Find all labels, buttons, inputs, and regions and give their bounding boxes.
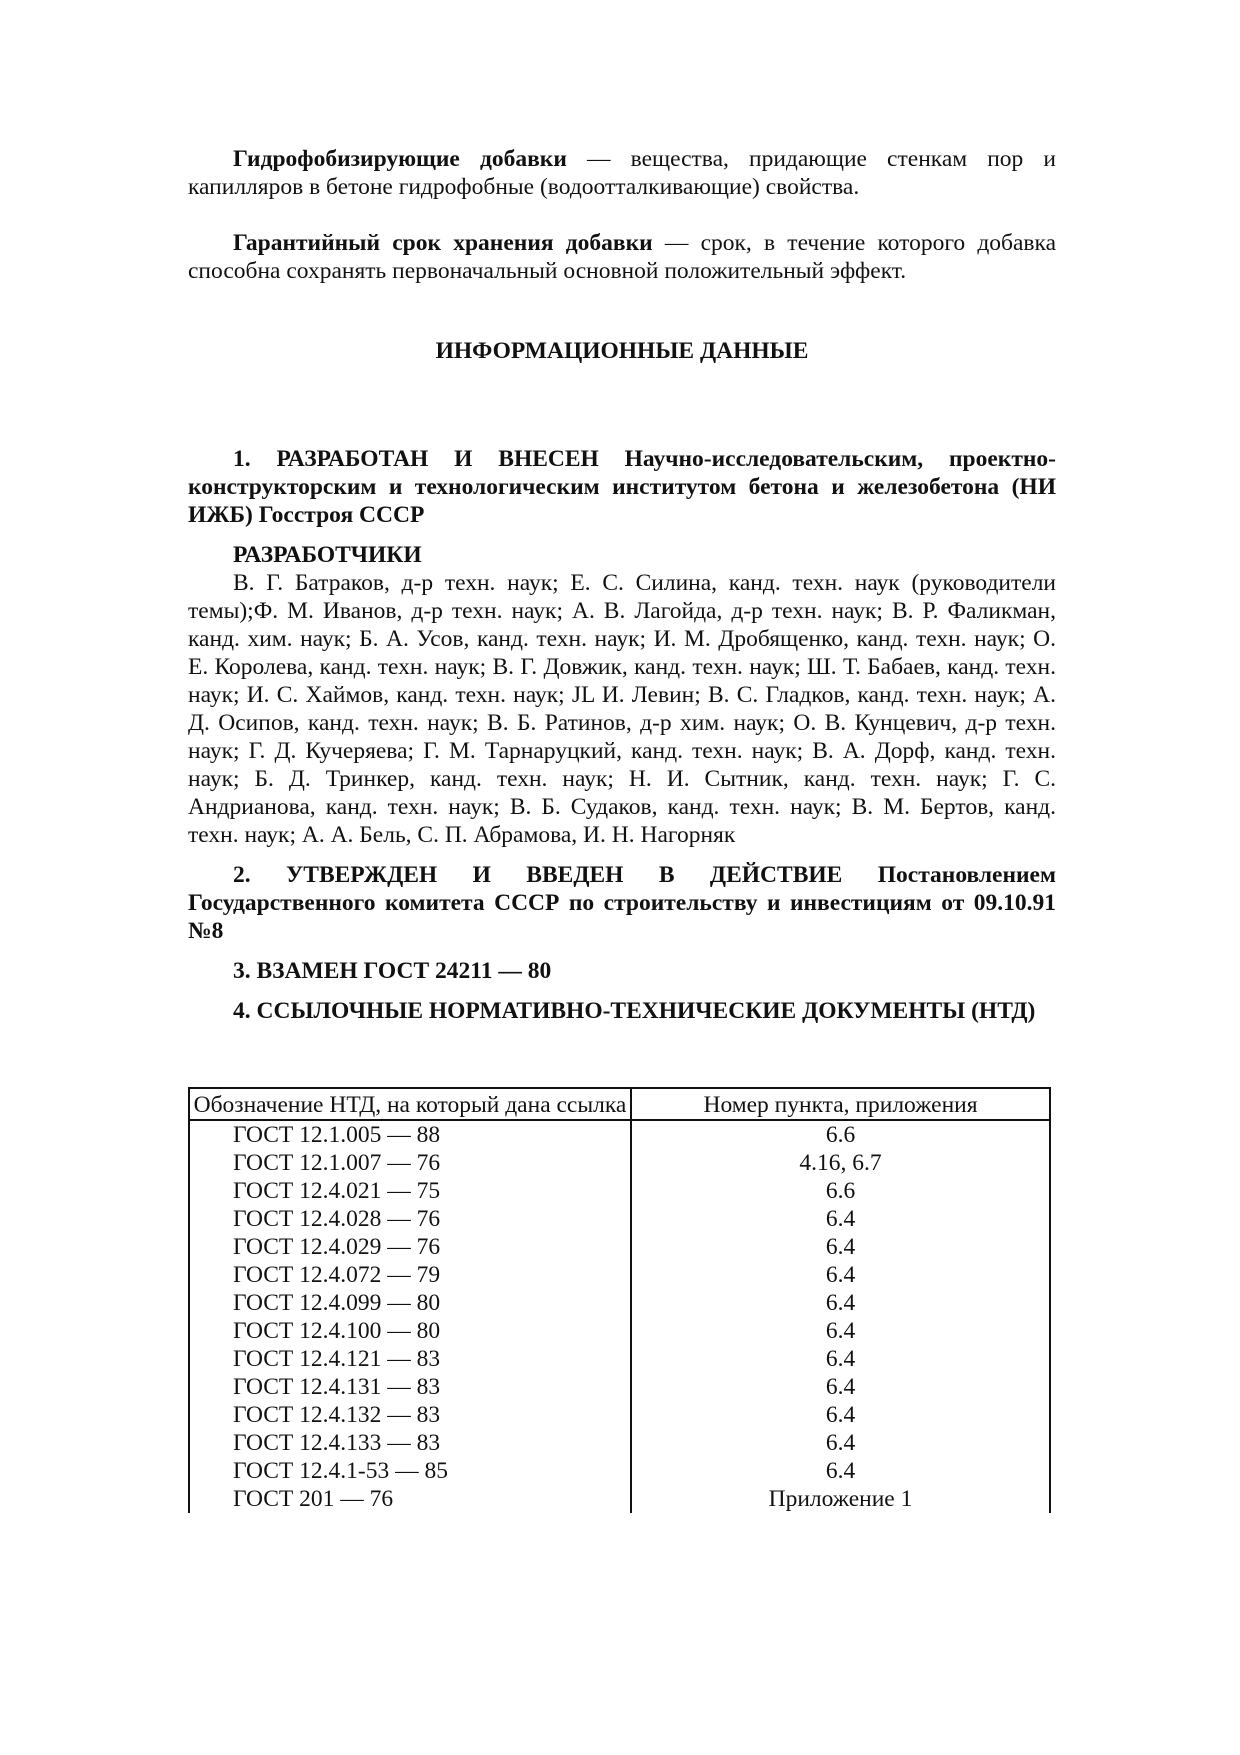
ntd-designation-cell: ГОСТ 12.4.133 — 83	[189, 1429, 631, 1457]
table-row	[189, 1289, 1050, 1317]
clause-number-cell: 6.4	[631, 1233, 1050, 1261]
document-page	[188, 145, 1056, 1513]
table-row	[189, 1317, 1050, 1345]
reference-table	[188, 1087, 1051, 1513]
clause-number-cell: 6.4	[631, 1345, 1050, 1373]
ntd-designation-cell: ГОСТ 12.4.099 — 80	[189, 1289, 631, 1317]
definition-text: — вещества, придающие стенкам пор и капилляров в бетоне гидрофобные (водоотталкивающие) свойства.	[188, 146, 1056, 200]
table-row	[189, 1401, 1050, 1429]
item-1-developed: 1. РАЗРАБОТАН И ВНЕСЕН Научно-исследовательским, проектно-конструкторским и технологическим институтом бетона и железобетона (НИ ИЖБ) Госстроя СССР	[188, 446, 1056, 528]
clause-number-cell: 6.4	[631, 1429, 1050, 1457]
clause-number-cell: 6.4	[631, 1205, 1050, 1233]
ntd-designation-cell: ГОСТ 12.1.007 — 76	[189, 1149, 631, 1177]
clause-number-cell: 6.4	[631, 1261, 1050, 1289]
ntd-designation-cell: ГОСТ 12.4.132 — 83	[189, 1401, 631, 1429]
definition-paragraph	[188, 229, 1056, 285]
ntd-designation-cell: ГОСТ 12.4.021 — 75	[189, 1177, 631, 1205]
table-row	[189, 1373, 1050, 1401]
table-row	[189, 1149, 1050, 1177]
ntd-designation-cell: ГОСТ 12.4.121 — 83	[189, 1345, 631, 1373]
clause-number-cell: 6.4	[631, 1317, 1050, 1345]
ntd-designation-cell: ГОСТ 12.4.100 — 80	[189, 1317, 631, 1345]
column-header-designation: Обозначение НТД, на который дана ссылка	[189, 1088, 631, 1120]
ntd-designation-cell: ГОСТ 12.4.072 — 79	[189, 1261, 631, 1289]
item-3-replaces: 3. ВЗАМЕН ГОСТ 24211 — 80	[233, 958, 552, 984]
clause-number-cell: 6.6	[631, 1120, 1050, 1149]
table-body	[189, 1120, 1050, 1513]
ntd-designation-cell: ГОСТ 12.4.028 — 76	[189, 1205, 631, 1233]
section-heading: ИНФОРМАЦИОННЫЕ ДАННЫЕ	[435, 338, 809, 364]
table-row	[189, 1177, 1050, 1205]
definition-term: Гарантийный срок хранения добавки	[233, 230, 653, 256]
table-row	[189, 1120, 1050, 1149]
item-4-references: 4. ССЫЛОЧНЫЕ НОРМАТИВНО-ТЕХНИЧЕСКИЕ ДОКУМЕНТЫ (НТД)	[233, 998, 1036, 1024]
clause-number-cell: Приложение 1	[631, 1485, 1050, 1513]
table-row	[189, 1205, 1050, 1233]
clause-number-cell: 6.4	[631, 1457, 1050, 1485]
definition-term: Гидрофобизирующие добавки	[233, 146, 567, 172]
column-header-clause: Номер пункта, приложения	[631, 1088, 1050, 1120]
ntd-designation-cell: ГОСТ 12.1.005 — 88	[189, 1120, 631, 1149]
ntd-designation-cell: ГОСТ 12.4.029 — 76	[189, 1233, 631, 1261]
table-row	[189, 1457, 1050, 1485]
table-row	[189, 1485, 1050, 1513]
table-row	[189, 1345, 1050, 1373]
clause-number-cell: 6.4	[631, 1401, 1050, 1429]
developers-title: РАЗРАБОТЧИКИ	[233, 542, 422, 568]
clause-number-cell: 6.6	[631, 1177, 1050, 1205]
item-2-approved: 2. УТВЕРЖДЕН И ВВЕДЕН В ДЕЙСТВИЕ Постановлением Государственного комитета СССР по строительству и инвестициям от 09.10.91 №8	[188, 862, 1056, 944]
table-row	[189, 1429, 1050, 1457]
table-row	[189, 1261, 1050, 1289]
developers-list: В. Г. Батраков, д-р техн. наук; Е. С. Силина, канд. техн. наук (руководители темы);Ф. М. Иванов, д-р техн. наук; А. В. Лагойда, д-р техн. наук; В. Р. Фаликман, канд. хим. наук; Б. А. Усов, канд. техн. наук; И. М. Дробященко, канд. техн. наук; О. Е. Королева, канд. техн. наук; В. Г. Довжик, канд. техн. наук; Ш. Т. Бабаев, канд. техн. наук; И. С. Хаймов, канд. техн. наук; JL И. Левин; В. С. Гладков, канд. техн. наук; А. Д. Осипов, канд. техн. наук; В. Б. Ратинов, д-р хим. наук; О. В. Кунцевич, д-р техн. наук; Г. Д. Кучеряева; Г. М. Тарнаруцкий, канд. техн. наук; В. А. Дорф, канд. техн. наук; Б. Д. Тринкер, канд. техн. наук; Н. И. Сытник, канд. техн. наук; Г. С. Андрианова, канд. техн. наук; В. Б. Судаков, канд. техн. наук; В. М. Бертов, канд. техн. наук; А. А. Бель, С. П. Абрамова, И. Н. Нагорняк	[188, 570, 1056, 848]
ntd-designation-cell: ГОСТ 12.4.131 — 83	[189, 1373, 631, 1401]
definition-text: — срок, в течение которого добавка способна сохранять первоначальный основной положительный эффект.	[188, 230, 1056, 284]
definition-paragraph	[188, 145, 1056, 201]
table-header-row	[189, 1088, 1050, 1120]
reference-table-wrapper	[188, 1087, 1056, 1513]
ntd-designation-cell: ГОСТ 201 — 76	[189, 1485, 631, 1513]
clause-number-cell: 6.4	[631, 1373, 1050, 1401]
clause-number-cell: 4.16, 6.7	[631, 1149, 1050, 1177]
table-row	[189, 1233, 1050, 1261]
clause-number-cell: 6.4	[631, 1289, 1050, 1317]
ntd-designation-cell: ГОСТ 12.4.1-53 — 85	[189, 1457, 631, 1485]
